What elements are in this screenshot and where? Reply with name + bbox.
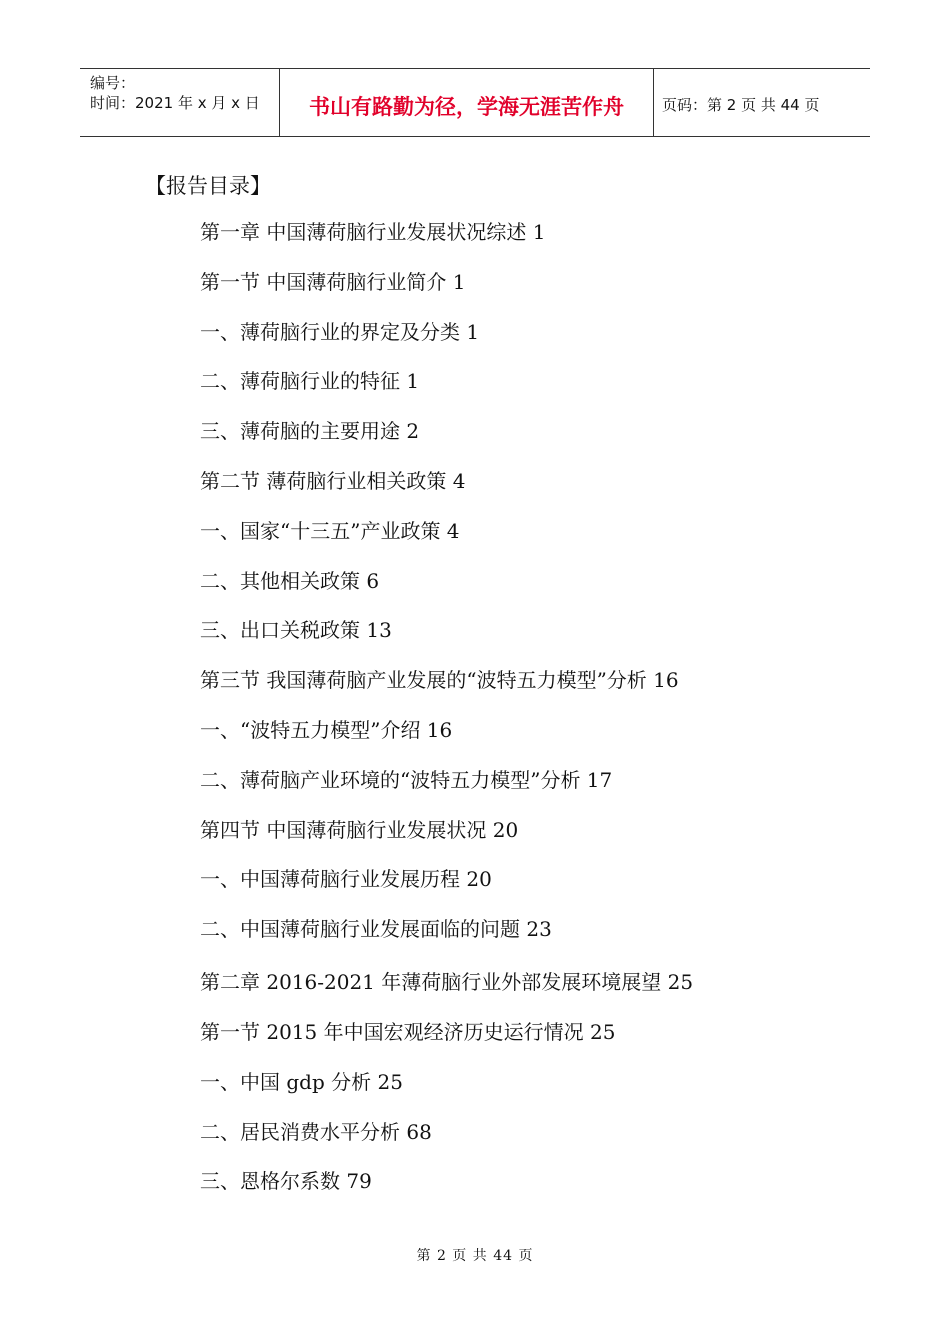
header-meta xyxy=(80,69,280,136)
time-label: 时间：2021 年 x 月 x 日 xyxy=(90,94,260,112)
toc-entry: 第二章 2016-2021 年薄荷脑行业外部发展环境展望 25 xyxy=(200,970,694,995)
number-label: 编号： xyxy=(90,74,136,92)
toc-entry: 二、中国薄荷脑行业发展面临的问题 23 xyxy=(200,917,552,942)
toc-entry: 一、中国 gdp 分析 25 xyxy=(200,1069,403,1094)
toc-entry: 第四节 中国薄荷脑行业发展状况 20 xyxy=(200,817,519,842)
toc-entry: 第一章 中国薄荷脑行业发展状况综述 1 xyxy=(200,220,546,244)
toc-entry: 第三节 我国薄荷脑产业发展的“波特五力模型”分析 16 xyxy=(200,668,679,693)
toc-entry: 第一节 中国薄荷脑行业简介 1 xyxy=(200,269,466,294)
table-of-contents xyxy=(200,218,840,1217)
toc-entry: 一、“波特五力模型”介绍 16 xyxy=(200,717,453,742)
toc-entry: 三、恩格尔系数 79 xyxy=(200,1169,372,1194)
page-footer: 第 2 页 共 44 页 xyxy=(416,1248,534,1264)
toc-entry: 二、居民消费水平分析 68 xyxy=(200,1119,432,1144)
toc-entry: 一、中国薄荷脑行业发展历程 20 xyxy=(200,867,492,892)
toc-entry: 一、薄荷脑行业的界定及分类 1 xyxy=(200,319,480,344)
toc-entry: 二、薄荷脑行业的特征 1 xyxy=(200,369,420,394)
toc-entry: 一、国家“十三五”产业政策 4 xyxy=(200,518,460,543)
toc-entry: 第二节 薄荷脑行业相关政策 4 xyxy=(200,468,466,493)
page-header xyxy=(80,68,870,137)
header-motto: 书山有路勤为径，学海无涯苦作舟 xyxy=(280,69,654,136)
toc-heading: 【报告目录】 xyxy=(145,174,271,198)
toc-entry: 二、薄荷脑产业环境的“波特五力模型”分析 17 xyxy=(200,767,613,792)
toc-entry: 二、其他相关政策 6 xyxy=(200,568,380,593)
header-page-info: 页码：第 2 页 共 44 页 xyxy=(662,96,820,114)
toc-entry: 三、出口关税政策 13 xyxy=(200,618,392,643)
toc-entry: 三、薄荷脑的主要用途 2 xyxy=(200,419,420,444)
toc-entry: 第一节 2015 年中国宏观经济历史运行情况 25 xyxy=(200,1019,616,1044)
